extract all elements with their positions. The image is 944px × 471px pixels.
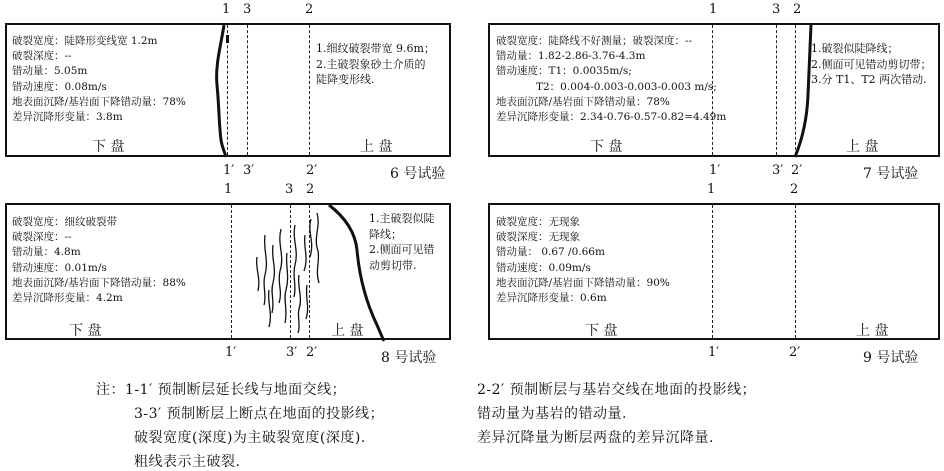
note-differential-settlement: 差异沉降量为断层两盘的差异沉降量.	[477, 430, 714, 446]
line-2-bottom-label: 2′	[306, 345, 318, 360]
hanging-wall-label: 上 盘	[856, 323, 889, 339]
test-8-label: 8 号试验	[381, 350, 437, 366]
differential-settlement: 差异沉降形变量：4.2m	[12, 292, 123, 305]
line-2-bottom-label: 2′	[306, 163, 318, 178]
test-6-label: 6 号试验	[390, 166, 446, 182]
footwall-label: 下 盘	[590, 139, 623, 155]
settlement-ratio: 地表面沉降/基岩面下降错动量：88%	[12, 276, 186, 289]
test-9-info	[496, 215, 670, 306]
differential-settlement: 差异沉降形变量：2.34-0.76-0.57-0.82=4.49m	[496, 111, 727, 124]
line-3-bottom-label: 3′	[772, 163, 784, 178]
line-2	[795, 205, 796, 338]
crack-width: 破裂宽度：细纹破裂带	[12, 216, 117, 228]
test-7-panel	[488, 23, 940, 157]
hanging-wall-label: 上 盘	[846, 139, 879, 155]
note-3: 3.分 T1、T2 两次错动.	[811, 73, 927, 86]
line-1-bottom-label: 1′	[225, 345, 237, 360]
line-3-bottom-label: 3′	[286, 345, 298, 360]
line-1-bottom-label: 1′	[709, 163, 721, 178]
line-3-bottom-label: 3′	[243, 163, 255, 178]
displacement: 错动量：5.05m	[12, 65, 88, 78]
note-displacement: 错动量为基岩的错动量.	[477, 406, 627, 422]
hanging-wall-label: 上 盘	[360, 139, 393, 155]
test-7-label: 7 号试验	[863, 166, 919, 182]
line-1-bottom-label: 1′	[708, 345, 720, 360]
line-1-top-label: 1	[224, 182, 233, 197]
line-3-top-label: 3	[243, 2, 252, 17]
differential-settlement: 差异沉降形变量：0.6m	[496, 292, 607, 305]
note-1: 1.细纹破裂带宽 9.6m；	[316, 42, 435, 55]
differential-settlement: 差异沉降形变量：3.8m	[12, 111, 123, 124]
displacement-rate: 错动速度：0.01m/s	[12, 261, 107, 274]
note-thick-line: 粗线表示主破裂.	[134, 454, 241, 470]
displacement-rate: 错动速度：0.08m/s	[12, 80, 107, 93]
note-1: 1.破裂似陡降线；	[811, 42, 899, 55]
displacement-rate-t2: T2：0.004-0.003-0.003-0.003 m/s;	[536, 80, 717, 93]
note-line-2-2: 2-2′ 预制断层与基岩交线在地面的投影线；	[477, 382, 757, 398]
test-8-panel	[5, 203, 451, 340]
line-2-top-label: 2	[793, 2, 802, 17]
hanging-wall-label: 上 盘	[331, 323, 364, 339]
displacement: 错动量：1.82-2.86-3.76-4.3m	[496, 50, 646, 63]
displacement: 错动量： 0.67 /0.66m	[496, 246, 605, 259]
crack-depth: 破裂深度：--	[12, 50, 72, 63]
note-2a: 2.侧面可见错	[369, 243, 435, 256]
settlement-ratio: 地表面沉降/基岩面下降错动量：78%	[12, 95, 186, 108]
line-2-bottom-label: 2′	[789, 345, 801, 360]
displacement-rate: 错动速度：0.09m/s	[496, 261, 591, 274]
note-line-3-3: 3-3′ 预制断层上断点在地面的投影线；	[134, 406, 385, 422]
crack-width: 破裂宽度：无现象	[496, 216, 580, 228]
footwall-label: 下 盘	[69, 323, 102, 339]
displacement-rate-t1: 错动速度：T1：0.0035m/s;	[496, 65, 632, 78]
crack-depth: 破裂深度：--	[12, 231, 72, 244]
note-2b: 动剪切带.	[369, 258, 417, 272]
line-3-top-label: 3	[285, 182, 294, 197]
crack-width: 破裂宽度：陡降形变线宽 1.2m	[12, 35, 158, 47]
line-2-bottom-label: 2′	[791, 163, 803, 178]
line-2-top-label: 2	[306, 182, 315, 197]
test-6-panel	[5, 23, 451, 157]
footwall-label: 下 盘	[585, 323, 618, 339]
test-9-panel	[488, 203, 940, 340]
line-1-top-label: 1	[709, 2, 718, 17]
fine-crack-zone	[257, 213, 319, 333]
line-1-top-label: 1	[222, 2, 231, 17]
note-3: 陡降变形线.	[316, 73, 375, 86]
note-1b: 降线；	[369, 227, 402, 241]
settlement-ratio: 地表面沉降/基岩面下降错动量：90%	[496, 276, 670, 289]
note-crack-width: 破裂宽度(深度)为主破裂宽度(深度).	[134, 430, 366, 446]
note-2: 2.侧面可见错动剪切带；	[811, 57, 932, 71]
note-2: 2.主破裂象砂土介质的	[316, 57, 426, 71]
line-2-top-label: 2	[790, 182, 799, 197]
line-1-bottom-label: 1′	[223, 163, 235, 178]
line-2-top-label: 2	[305, 2, 314, 17]
crack-depth: 破裂深度：无现象	[496, 231, 580, 244]
line-1-top-label: 1	[707, 182, 716, 197]
line-1	[712, 205, 713, 338]
line-3-top-label: 3	[772, 2, 781, 17]
note-1a: 1.主破裂似陡	[369, 212, 435, 225]
note-line-1-1: 注：1-1′ 预制断层延长线与地面交线；	[96, 382, 347, 398]
displacement: 错动量：4.8m	[12, 246, 81, 259]
crack-width-depth: 破裂宽度：陡降线不好测量；破裂深度：--	[496, 35, 693, 47]
footwall-label: 下 盘	[92, 139, 125, 155]
settlement-ratio: 地表面沉降/基岩面下降错动量：78%	[496, 95, 670, 108]
test-9-label: 9 号试验	[863, 350, 919, 366]
